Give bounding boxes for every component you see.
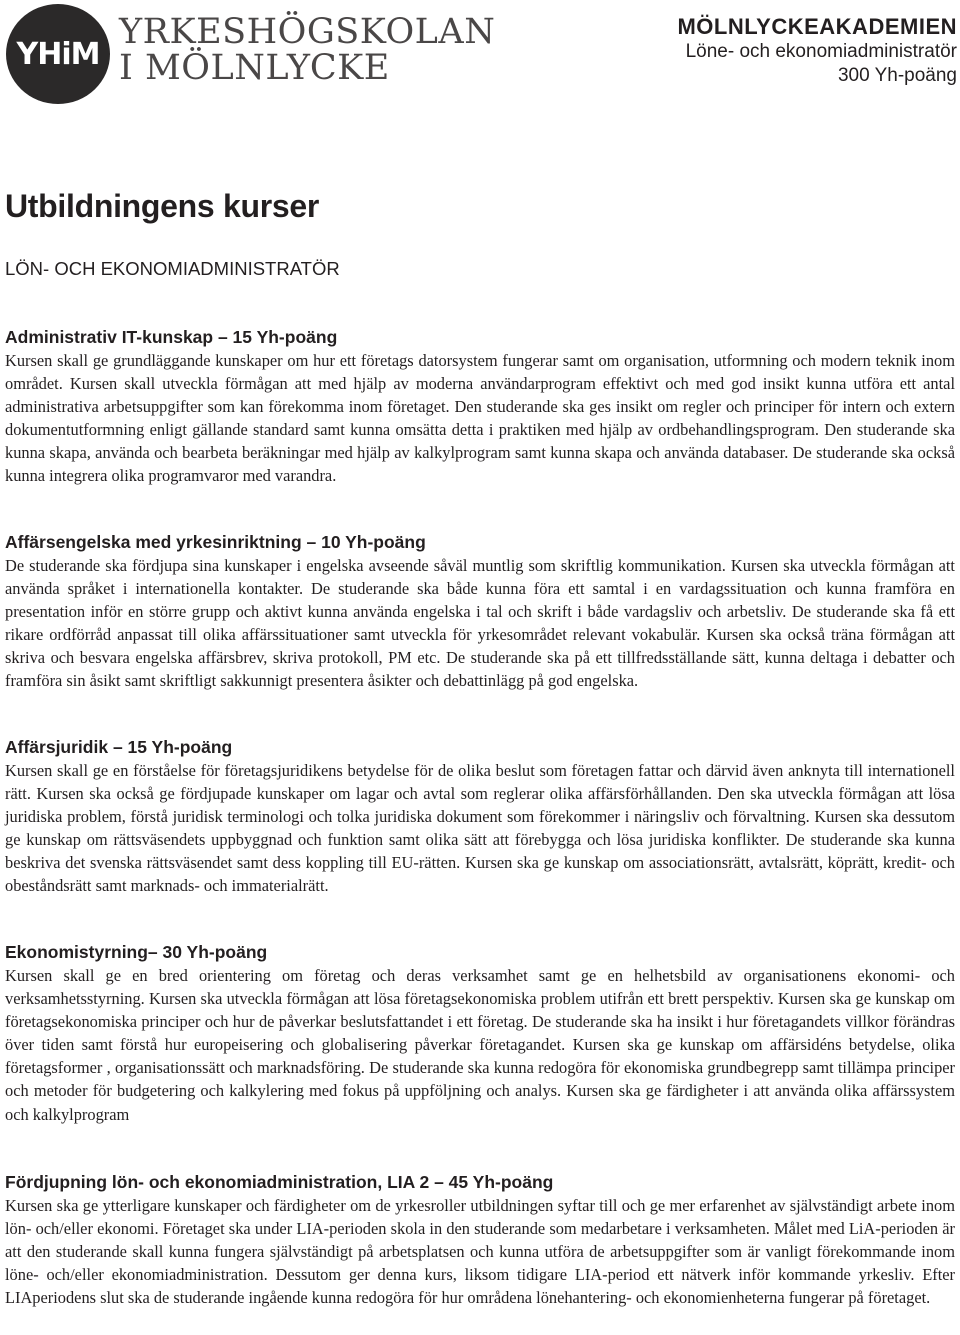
school-name-line2: I MÖLNLYCKE — [119, 48, 390, 88]
course-description: Kursen skall ge en bred orientering om företag och deras verksamhet samt ge en helhetsbild av organisationens ekonomi- och verksamhetsstyrning. Kursen ska utveckla förmågan att lösa företagsekonomiska problem utifrån ett brett perspektiv. Kursen ska ge kunskap om företagsekonomiska principer och hur de påverkar beslutsfattandet i ett företag. De studerande ska ha insikt i hur företagandets villkor förändras över tiden samt förstå hur europeisering och globalisering påverkar företagandet. Kursen ska ge kunskap om affärsidéns betydelse, olika företagsformer , organisationssätt och marknadsföring. De studerande ska kunna redogöra för ekonomiska grundbegrepp samt tillämpa principer och metoder för budgetering och kalkylering med fokus på uppföljning och analys. Kursen ska ge färdigheter i att använda olika affärssystem och kalkylprogram — [5, 966, 955, 1124]
course-description: Kursen ska ge ytterligare kunskaper och färdigheter om de yrkesroller utbildningen syftar till och ge mer erfarenhet av självständigt arbete inom lön- och/eller ekonomi. Företaget ska under LIA-perioden skola in den studerande som medarbetare i verksamheten. Målet med LiA-perioden är att den studerande skall kunna fungera självständigt på arbetsplatsen och kunna utföra de arbetsuppgifter som är vanligt förekommande inom löne- och/eller ekonomiadministration. Dessutom ger denna kurs, liksom tidigare LIA-period ett nätverk inför kommande yrkesliv. Efter LIAperiodens slut ska de studerande ingående kunna redogöra för hur områdena lönehantering- och ekonomienheterna fungerar på företaget. — [5, 1196, 955, 1308]
course-section — [5, 940, 955, 1126]
course-title: Administrativ IT-kunskap – 15 Yh-poäng — [5, 327, 338, 347]
course-section — [5, 735, 955, 898]
course-title: Affärsjuridik – 15 Yh-poäng — [5, 737, 233, 757]
page-subtitle: LÖN- OCH EKONOMIADMINISTRATÖR — [5, 258, 340, 279]
school-name-line1: YRKESHÖGSKOLAN — [119, 12, 496, 52]
school-name — [119, 14, 495, 86]
course-section — [5, 325, 955, 488]
program-name: Löne- och ekonomiadministratör — [685, 41, 957, 62]
program-points: 300 Yh-poäng — [837, 65, 957, 86]
course-title: Affärsengelska med yrkesinriktning – 10 Yh-poäng — [5, 532, 426, 552]
course-title: Ekonomistyrning– 30 Yh-poäng — [5, 942, 268, 962]
school-logo — [6, 4, 110, 104]
page-title: Utbildningens kurser — [5, 188, 320, 224]
course-title: Fördjupning lön- och ekonomiadministration, LIA 2 – 45 Yh-poäng — [5, 1172, 554, 1192]
logo-mark: YHiM — [16, 36, 100, 72]
academy-name: MÖLNLYCKEAKADEMIEN — [677, 14, 957, 39]
course-section — [5, 530, 955, 693]
program-header — [677, 14, 957, 88]
course-section — [5, 1170, 955, 1309]
course-description: De studerande ska fördjupa sina kunskaper i engelska avseende såväl muntlig som skriftlig kommunikation. Kursen ska utveckla förmågan att använda språket i internationella kontakter. De studerande ska både kunna föra ett samtal i en vardagssituation och kunna framföra en presentation inför en större grupp och aktivt kunna använda engelska i tal och skrift i både vardagsliv och arbetsliv. De studerande ska få ett rikare ordförråd anpassat till olika affärssituationer samt utveckla för yrkesområdet relevant vokabulär. Kursen ska också träna förmågan att skriva och besvara engelska affärsbrev, skriva protokoll, PM etc. De studerande ska på ett tillfredsställande sätt, kunna deltaga i debatter och framföra sin åsikt samt skriftligt sakkunnigt presentera åsikter och debattinlägg på god engelska. — [5, 556, 955, 691]
course-description: Kursen skall ge en förståelse för företagsjuridikens betydelse för de olika beslut som företagen fattar och därvid även anknyta till internationell rätt. Kursen ska också ge fördjupade kunskaper om lagar och avtal som reglerar olika affärsförhållanden. Den ska utveckla förmågan att lösa juridiska problem, förstå juridisk terminologi och tolka juridiska dokument som förekommer i näringsliv och förvaltning. Kursen ska dessutom ge kunskap om rättsväsendets uppbyggnad och funktion samt olika sätt att förebygga och lösa juridiska konflikter. De studerande ska kunna beskriva det svenska rättsväsendet samt dess koppling till EU-rätten. Kursen ska ge kunskap om associationsrätt, avtalsrätt, köprätt, kredit- och obeståndsrätt samt marknads- och immaterialrätt. — [5, 761, 955, 896]
course-description: Kursen skall ge grundläggande kunskaper om hur ett företags datorsystem fungerar samt om organisation, utformning och modern teknik inom området. Kursen skall utveckla förmågan att med hjälp av moderna användarprogram effektivt och med god insikt kunna utföra ett antal administrativa arbetsuppgifter som kan förekomma inom företaget. Den studerande ska ges insikt om regler och principer för intern och extern dokumentutformning enligt gällande standard samt kunna omsätta detta i praktiken med hjälp av ordbehandlingsprogram. Den studerande ska kunna skapa, använda och bearbeta beräkningar med hjälp av kalkylprogram samt kunna skapa och använda databaser. De studerande ska också kunna integrera olika programvaror med varandra. — [5, 351, 955, 486]
